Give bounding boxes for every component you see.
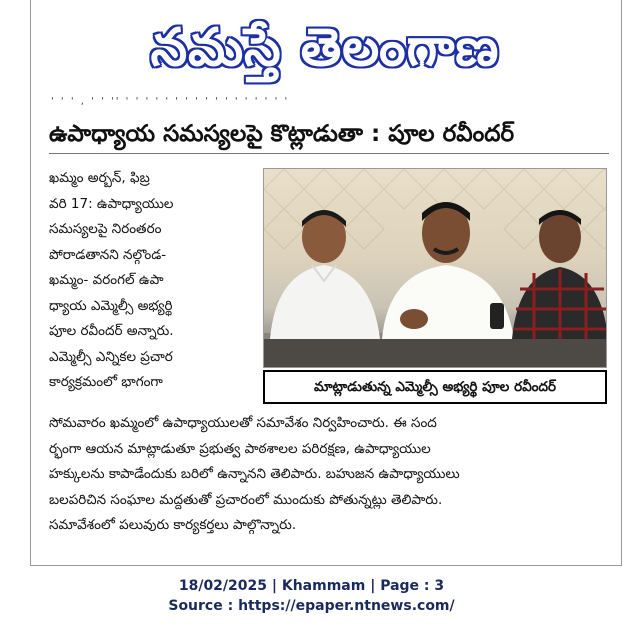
- full-line: హక్కులను కాపాడేందుకు బరిలో ఉన్నానని తెలిపారు. బహుజన ఉపాధ్యాయులు: [49, 466, 460, 482]
- column-line: పూల రవీందర్ అన్నారు.: [49, 323, 174, 339]
- full-line: ర్భంగా ఆయన మాట్లాడుతూ ప్రభుత్వ పాఠశాలల పరిరక్షణ, ఉపాధ్యాయుల: [49, 440, 431, 457]
- headline-divider: [49, 153, 609, 154]
- footer-source: Source : https://epaper.ntnews.com/: [168, 598, 455, 614]
- full-line: బలపరిచిన సంఘాల మద్దతుతో ప్రచారంలో ముందుకు పోతున్నట్లు తెలిపారు.: [49, 491, 443, 508]
- person-left: [270, 210, 380, 339]
- full-line: సమావేశంలో పలువురు కార్యకర్తలు పాల్గొన్నారు.: [49, 517, 297, 533]
- person-center: [382, 202, 514, 339]
- cropped-previous-text: ' ' ' , ' ' '' ' ' ' ' ' ' ' ' ' ' ' ' ' ' ' ' ': [51, 96, 290, 107]
- column-line: వరి 17: ఉపాధ్యాయుల: [49, 195, 174, 212]
- column-line: సమస్యలపై నిరంతరం: [49, 221, 162, 237]
- column-line: ఖమ్మం అర్బన్, ఫిబ్ర: [49, 170, 150, 186]
- column-line: పోరాడతానని నల్గొండ-: [49, 246, 167, 263]
- full-line: సోమవారం ఖమ్మంలో ఉపాధ్యాయులతో సమావేశం నిర్వహించారు. ఈ సంద: [49, 415, 437, 431]
- column-line: ఎమ్మెల్సీ ఎన్నికల ప్రచార: [49, 348, 173, 365]
- photo-illustration: [264, 169, 607, 368]
- article-headline: ఉపాధ్యాయ సమస్యలపై కొట్లాడుతా : పూల రవీందర్: [49, 121, 515, 147]
- person-right: [512, 210, 607, 339]
- photo-caption: మాట్లాడుతున్న ఎమ్మెల్సీ అభ్యర్థి పూల రవీందర్: [263, 370, 607, 404]
- column-line: కార్యక్రమంలో భాగంగా: [49, 374, 163, 390]
- article-column-text: [49, 166, 257, 396]
- column-line: ధ్యాయ ఎమ్మెల్సీ అభ్యర్థి: [49, 297, 173, 314]
- masthead-logo: నమస్తే తెలంగాణ: [150, 18, 500, 78]
- article-photo: [263, 168, 607, 368]
- column-line: ఖమ్మం- వరంగల్ ఉపా: [49, 272, 164, 288]
- article-full-width-text: [49, 411, 609, 539]
- newspaper-clipping: [30, 0, 622, 566]
- footer-date-edition-page: 18/02/2025 | Khammam | Page : 3: [178, 578, 445, 594]
